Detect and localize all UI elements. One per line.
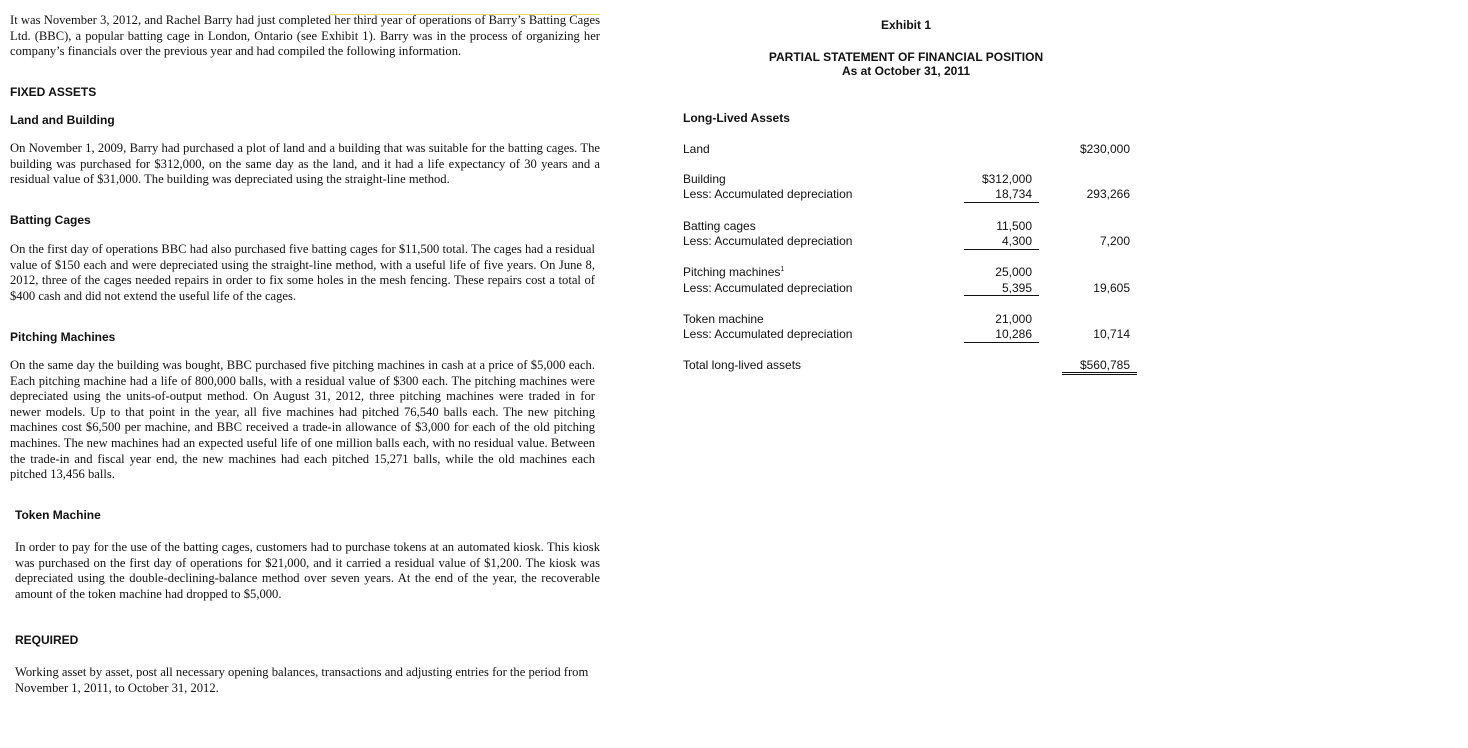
statement-date: As at October 31, 2011 xyxy=(841,64,971,78)
land-building-heading: Land and Building xyxy=(10,113,115,127)
building-depreciation: 18,734 xyxy=(995,187,1032,201)
pitching-less-label: Less: Accumulated depreciation xyxy=(683,281,853,295)
cages-label: Batting cages xyxy=(683,219,756,233)
cages-less-label: Less: Accumulated depreciation xyxy=(683,234,853,248)
total-label: Total long-lived assets xyxy=(683,358,802,372)
token-cost: 21,000 xyxy=(995,312,1032,326)
token-machine-paragraph: In order to pay for the use of the batting cages, customers had to purchase tokens at an automated kiosk. This kiosk was purchased on the first day of operations for $21,000, and it carried a residual value of $1,200. The kiosk was depreciated using the double-declining-balance method over seven years. At the end of the year, the recoverable amount of the token machine had dropped to $5,000. xyxy=(15,540,600,601)
pitching-footnote-mark: 1 xyxy=(780,266,785,273)
cages-depreciation: 4,300 xyxy=(1001,234,1032,248)
pitching-net: 19,605 xyxy=(1093,281,1130,295)
required-heading: REQUIRED xyxy=(15,633,79,647)
total-underline-2 xyxy=(1062,374,1137,375)
pitching-cost: 25,000 xyxy=(995,265,1032,279)
exhibit-title: Exhibit 1 xyxy=(880,18,931,32)
land-label: Land xyxy=(683,142,710,156)
intro-paragraph: It was November 3, 2012, and Rachel Barry had just completed her third year of operations of Barry’s Batting Cages Ltd. (BBC), a popular batting cage in London, Ontario (see Exhibit 1). Barry was in the process of organizing her company’s financials over the previous year and had compiled the following information. xyxy=(10,13,600,59)
pitching-underline xyxy=(964,295,1039,296)
total-underline-1 xyxy=(1062,372,1137,373)
building-less-label: Less: Accumulated depreciation xyxy=(683,187,853,201)
token-less-label: Less: Accumulated depreciation xyxy=(683,327,853,341)
required-paragraph: Working asset by asset, post all necessary opening balances, transactions and adjusting entries for the period from November 1, 2011, to October 31, 2012. xyxy=(15,665,589,695)
total-value: $560,785 xyxy=(1079,358,1130,372)
pitching-label-text: Pitching machines xyxy=(683,265,781,279)
building-label: Building xyxy=(683,172,726,186)
building-cost: $312,000 xyxy=(981,172,1032,186)
pitching-machines-heading: Pitching Machines xyxy=(10,330,116,344)
pitching-depreciation: 5,395 xyxy=(1001,281,1032,295)
token-underline xyxy=(964,342,1039,343)
pitching-machines-paragraph: On the same day the building was bought, BBC purchased five pitching machines in cash at a price of $5,000 each. Each pitching machine had a life of 800,000 balls, with a residual value of $300 each. The pitching machines were depreciated using the units-of-output method. On August 31, 2012, three pitching machines were traded in for newer models. Up to that point in the year, all five machines had pitched 76,540 balls each. The new pitching machines cost $6,500 per machine, and BBC received a trade-in allowance of $3,000 for each of the old pitching machines. The new machines had an expected useful life of one million balls each, with no residual value. Between the trade-in and fiscal year end, the new machines had each pitched 15,271 balls, while the old machines each pitched 13,456 balls. xyxy=(10,358,595,482)
fixed-assets-heading: FIXED ASSETS xyxy=(10,85,97,99)
token-net: 10,714 xyxy=(1093,327,1130,341)
building-net: 293,266 xyxy=(1086,187,1130,201)
land-building-paragraph: On November 1, 2009, Barry had purchased a plot of land and a building that was suitable for the batting cages. The building was purchased for $312,000, on the same day as the land, and it had a life expectancy of 30 years and a residual value of $31,000. The building was depreciated using the straight-line method. xyxy=(10,141,600,187)
token-depreciation: 10,286 xyxy=(995,327,1032,341)
statement-title: PARTIAL STATEMENT OF FINANCIAL POSITION xyxy=(768,50,1044,64)
building-underline xyxy=(964,202,1039,203)
cages-underline xyxy=(964,249,1039,250)
token-label: Token machine xyxy=(683,312,764,326)
cages-cost: 11,500 xyxy=(996,219,1032,233)
token-machine-heading: Token Machine xyxy=(15,508,101,522)
batting-cages-paragraph: On the first day of operations BBC had also purchased five batting cages for $11,500 total. The cages had a residual value of $150 each and were depreciated using the straight-line method, with a useful life of five years. On June 8, 2012, three of the cages needed repairs in order to fix some holes in the mesh fencing. These repairs cost a total of $400 cash and did not extend the useful life of the cages. xyxy=(10,242,595,303)
cages-net: 7,200 xyxy=(1099,234,1130,248)
pitching-label xyxy=(683,265,784,279)
long-lived-assets-heading: Long-Lived Assets xyxy=(683,111,790,125)
batting-cages-heading: Batting Cages xyxy=(10,213,91,227)
land-value: $230,000 xyxy=(1079,142,1130,156)
